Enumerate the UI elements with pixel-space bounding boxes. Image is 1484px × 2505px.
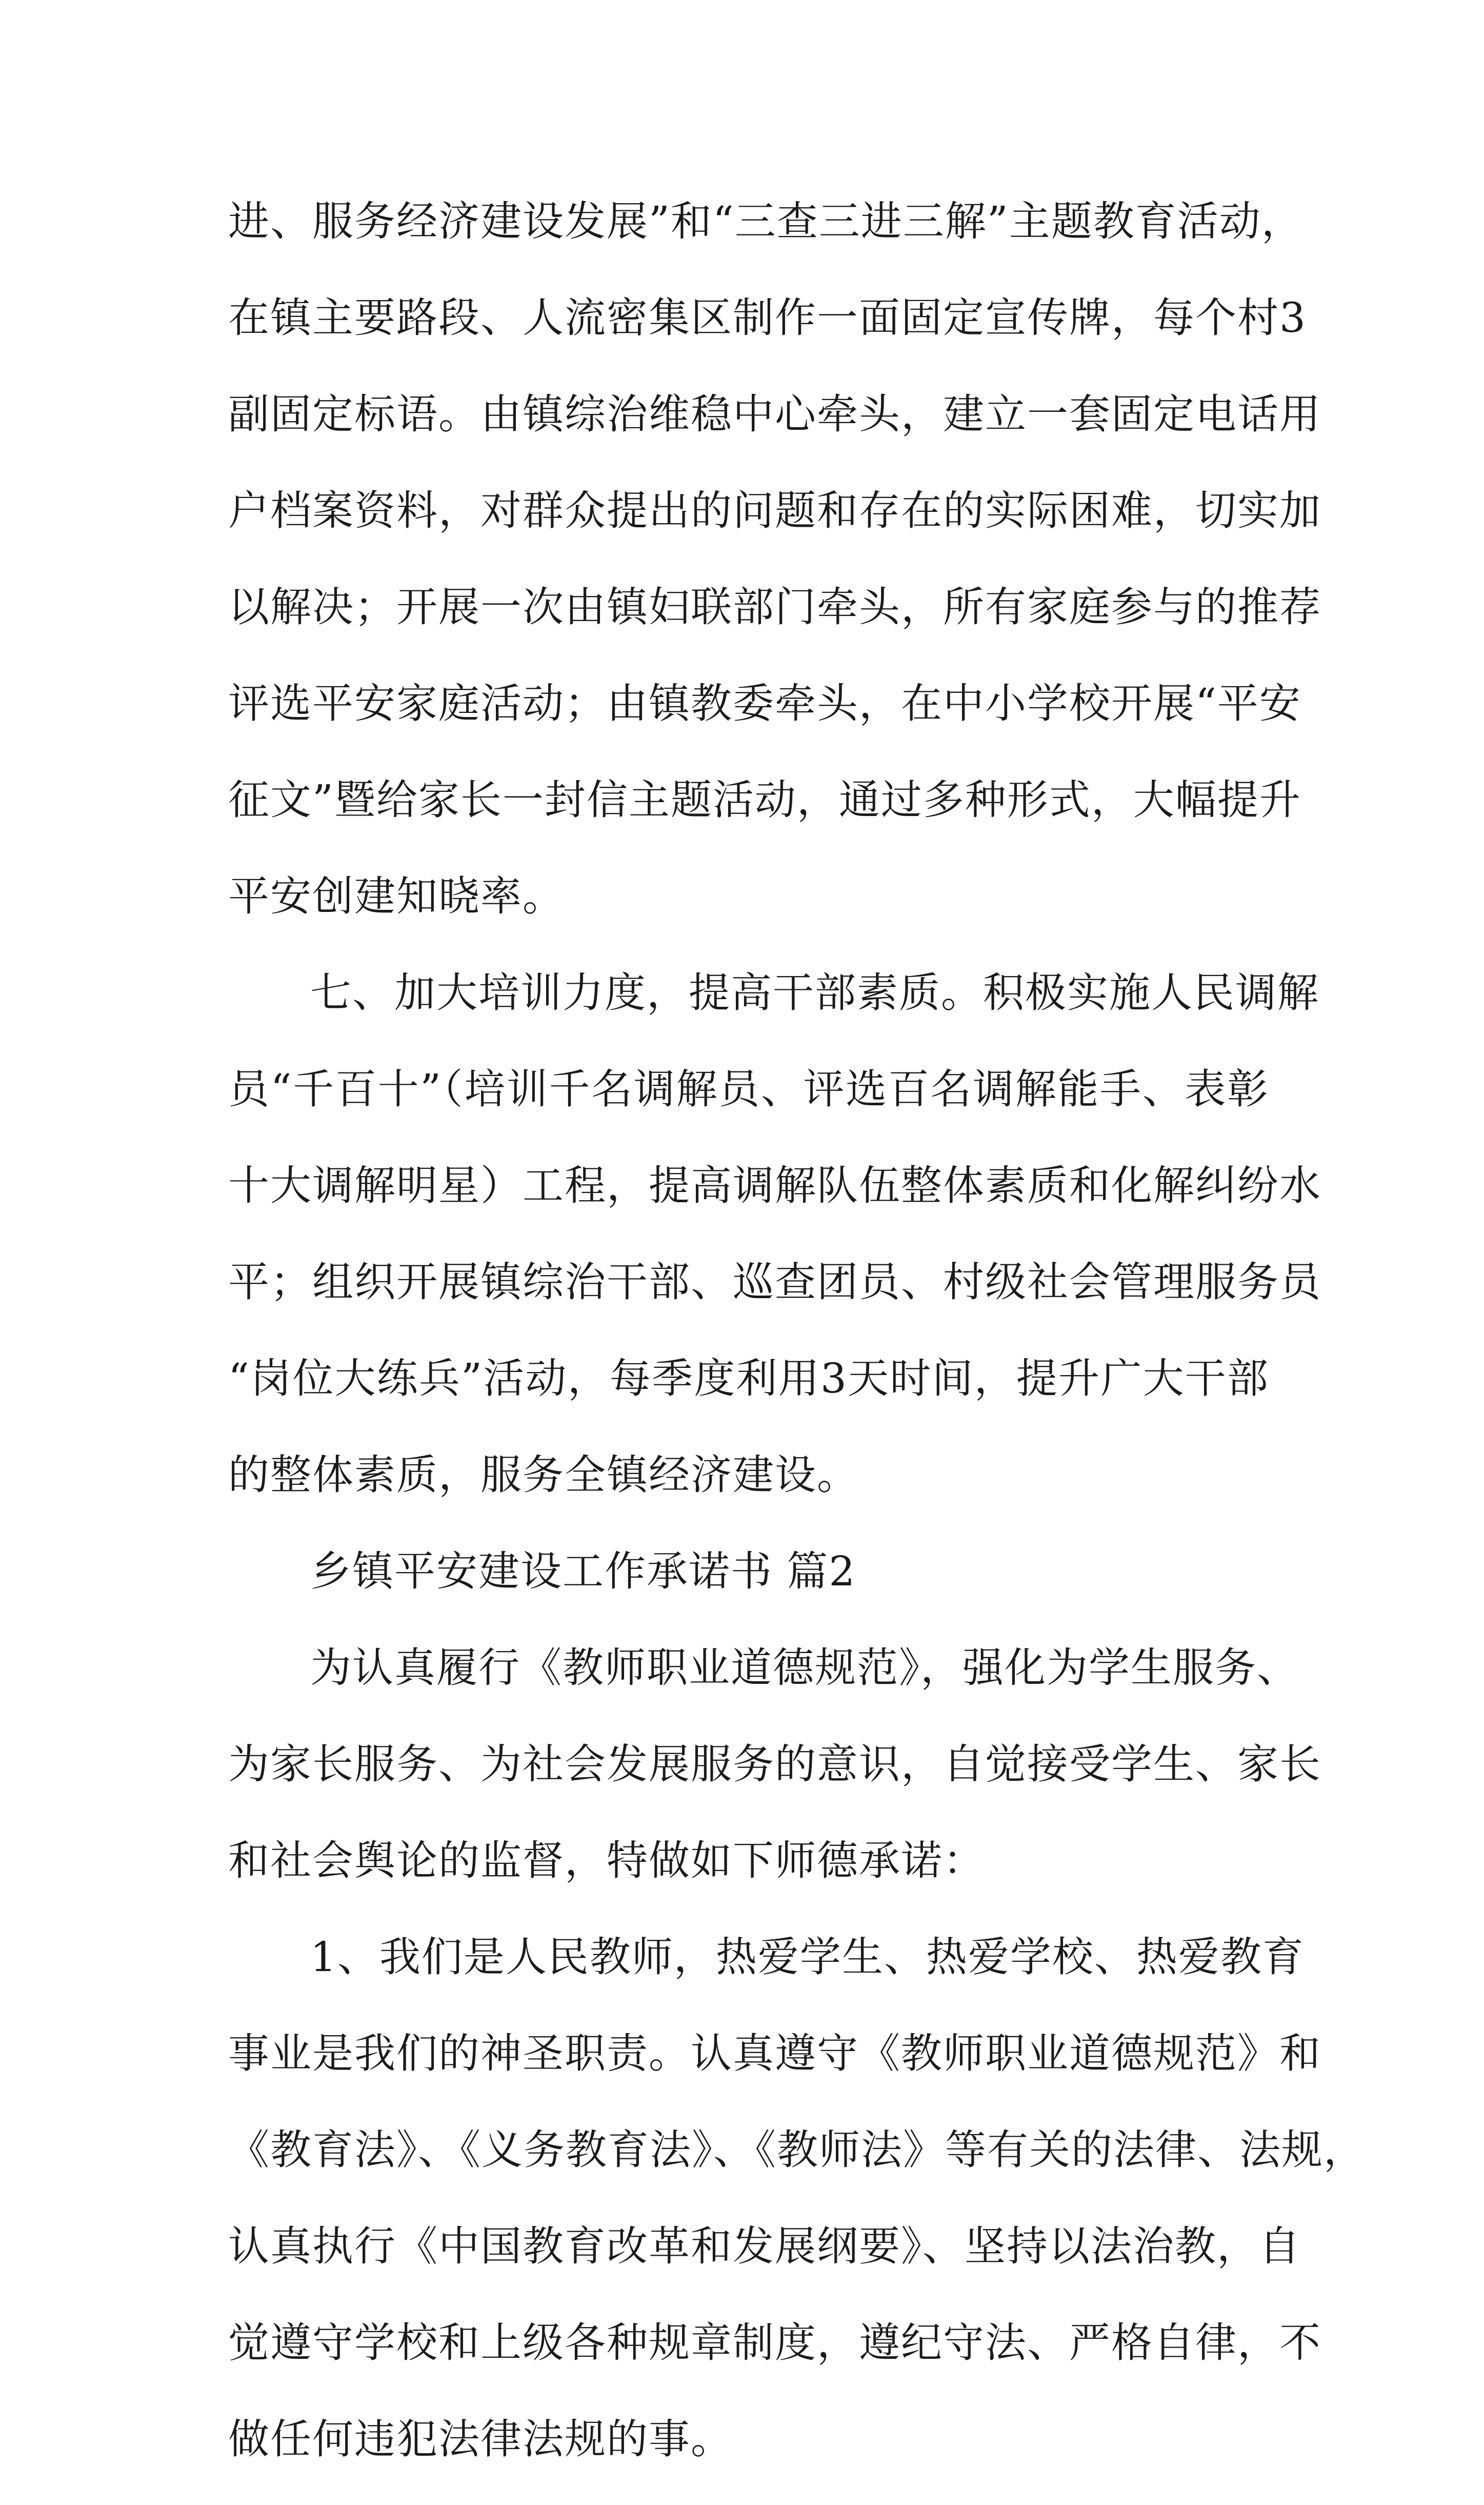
text-line: 和社会舆论的监督，特做如下师德承诺：: [228, 1837, 985, 1884]
text-line: 平安创建知晓率。: [228, 872, 565, 920]
text-line: 认真执行《中国教育改革和发展纲要》、坚持以法治教，自: [228, 2222, 1301, 2270]
text-line: 觉遵守学校和上级各种规章制度，遵纪守法、严格自律，不: [228, 2319, 1321, 2367]
text-line: 评选平安家庭活动；由镇教委牵头，在中小学校开展“平安: [228, 680, 1301, 727]
paragraph-heading-line: 七、加大培训力度，提高干部素质。积极实施人民调解: [310, 969, 1319, 1017]
text-line: 为认真履行《教师职业道德规范》，强化为学生服务、: [310, 1644, 1299, 1692]
text-line: 进、服务经济建设发展”和“三查三进三解”主题教育活动，: [228, 197, 1303, 245]
text-line: 十大调解明星）工程，提高调解队伍整体素质和化解纠纷水: [228, 1162, 1321, 1209]
text-line: 做任何违犯法律法规的事。: [228, 2415, 733, 2463]
text-line: “岗位大练兵”活动，每季度利用3天时间，提升广大干部: [228, 1355, 1269, 1402]
text-line: 在镇主要路段、人流密集区制作一面固定宣传牌，每个村3: [228, 294, 1307, 342]
text-line: 为家长服务、为社会发展服务的意识，自觉接受学生、家长: [228, 1740, 1321, 1788]
text-line: 以解决；开展一次由镇妇联部门牵头，所有家庭参与的推荐: [228, 583, 1321, 631]
text-line: 的整体素质，服务全镇经济建设。: [228, 1451, 859, 1499]
text-line: 征文”暨给家长一封信主题活动，通过多种形式，大幅提升: [228, 776, 1301, 824]
text-line: 《教育法》、《义务教育法》、《教师法》等有关的法律、法规，: [228, 2126, 1366, 2174]
text-line: 平；组织开展镇综治干部、巡查团员、村级社会管理服务员: [228, 1258, 1321, 1306]
text-line: 副固定标语。由镇综治维稳中心牵头，建立一套固定电话用: [228, 390, 1321, 438]
text-line: 户档案资料，对群众提出的问题和存在的实际困难，切实加: [228, 487, 1321, 534]
section-title: 乡镇平安建设工作承诺书 篇2: [310, 1547, 856, 1595]
text-line: 员“千百十”（培训千名调解员、评选百名调解能手、表彰: [228, 1065, 1269, 1113]
text-line: 事业是我们的神圣职责。认真遵守《教师职业道德规范》和: [228, 2030, 1321, 2077]
document-body: [228, 191, 1366, 2505]
text-line: 1、我们是人民教师，热爱学生、热爱学校、热爱教育: [310, 1933, 1305, 1981]
